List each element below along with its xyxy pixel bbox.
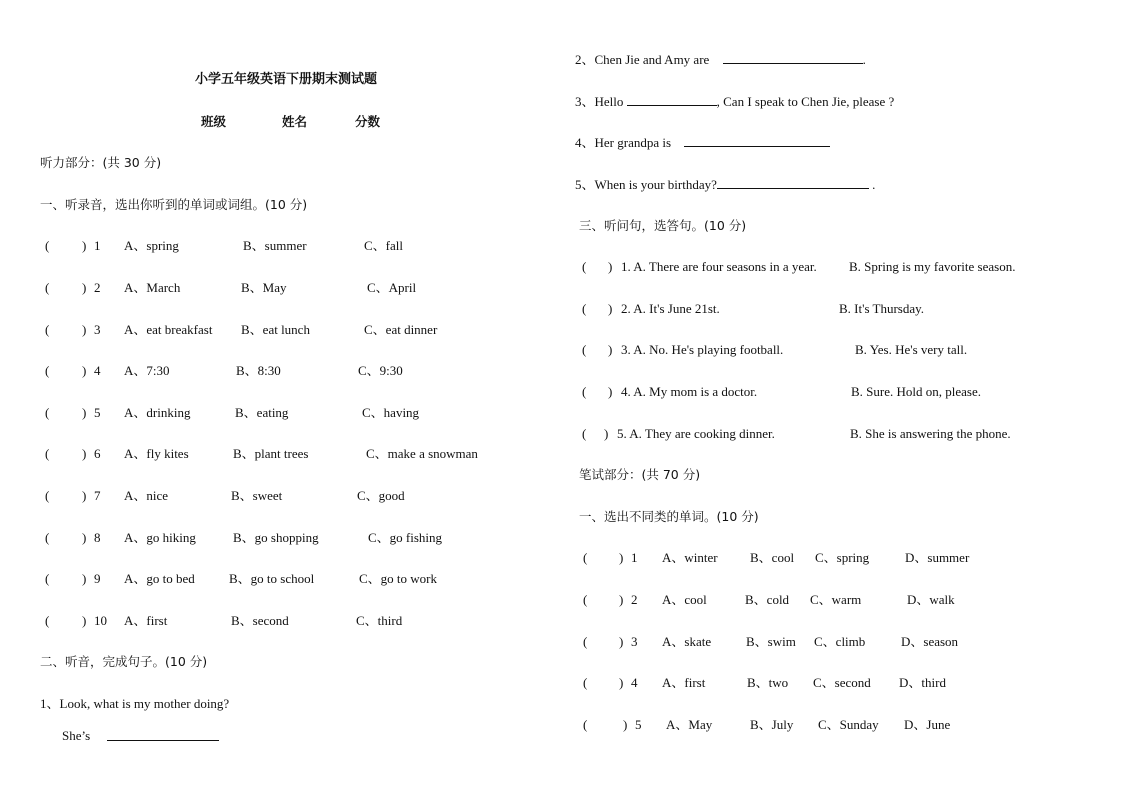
option-c: C、eat dinner: [364, 322, 438, 337]
option-a: A、go to bed: [124, 571, 195, 586]
fill-item-1-prefix: She’s: [62, 728, 91, 743]
option-b: B、eat lunch: [241, 322, 310, 337]
fill-item-1-blank[interactable]: [107, 728, 219, 745]
option-b: B. Spring is my favorite season.: [849, 259, 1016, 274]
class-field-label: 班级: [201, 114, 227, 129]
option-a: A、spring: [124, 238, 179, 253]
option-a: 3. A. No. He's playing football.: [621, 342, 784, 357]
option-a: 4. A. My mom is a doctor.: [621, 384, 758, 399]
written-part-heading: 笔试部分：(共 70 分): [579, 467, 701, 482]
answer-bracket[interactable]: (: [583, 675, 588, 690]
answer-bracket-close: ): [608, 384, 613, 399]
answer-bracket-close: ): [619, 634, 624, 649]
option-a: 2. A. It's June 21st.: [621, 301, 720, 316]
option-b: B. Sure. Hold on, please.: [851, 384, 981, 399]
answer-bracket-close: ): [608, 301, 613, 316]
fill-item-4-text: 4、Her grandpa is: [575, 135, 672, 150]
answer-bracket[interactable]: (: [45, 363, 50, 378]
option-c: C、climb: [814, 634, 866, 649]
option-c: C、spring: [815, 550, 870, 565]
answer-bracket-close: ): [82, 571, 87, 586]
option-b: B. It's Thursday.: [839, 301, 925, 316]
item-number: 1: [94, 238, 101, 253]
option-c: C、warm: [810, 592, 862, 607]
option-d: D、summer: [905, 550, 970, 565]
option-b: B、second: [231, 613, 289, 628]
option-c: C、second: [813, 675, 871, 690]
answer-bracket[interactable]: (: [582, 426, 587, 441]
option-a: A、skate: [662, 634, 712, 649]
option-c: C、go fishing: [368, 530, 443, 545]
option-b: B、cool: [750, 550, 795, 565]
answer-bracket-close: ): [82, 613, 87, 628]
fill-item-5-blank[interactable]: [717, 176, 869, 189]
item-number: 6: [94, 446, 101, 461]
item-number: 3: [94, 322, 101, 337]
answer-bracket-close: ): [619, 550, 624, 565]
option-a: A、first: [662, 675, 706, 690]
option-b: B、sweet: [231, 488, 283, 503]
item-number: 4: [94, 363, 101, 378]
written-section1-heading: 一、选出不同类的单词。(10 分): [579, 509, 759, 524]
fill-item-2-blank[interactable]: [723, 51, 863, 64]
option-a: A、first: [124, 613, 168, 628]
item-number: 10: [94, 613, 107, 628]
answer-bracket-close: ): [82, 363, 87, 378]
option-b: B、cold: [745, 592, 790, 607]
option-d: D、season: [901, 634, 959, 649]
item-number: 5: [635, 717, 642, 732]
answer-bracket[interactable]: (: [45, 571, 50, 586]
page-title: 小学五年级英语下册期末测试题: [195, 72, 378, 87]
item-number: 9: [94, 571, 101, 586]
option-a: A、winter: [662, 550, 718, 565]
option-b: B、two: [747, 675, 789, 690]
option-a: A、March: [124, 280, 181, 295]
answer-bracket[interactable]: (: [583, 634, 588, 649]
fill-item-5-suffix: .: [872, 177, 876, 192]
option-c: C、Sunday: [818, 717, 879, 732]
option-a: A、7:30: [124, 363, 170, 378]
answer-bracket[interactable]: (: [582, 259, 587, 274]
option-b: B、May: [241, 280, 287, 295]
option-a: A、May: [666, 717, 713, 732]
fill-item-5-text: 5、When is your birthday?: [575, 177, 717, 192]
answer-bracket[interactable]: (: [45, 280, 50, 295]
fill-item-2: [575, 51, 866, 68]
item-number: 8: [94, 530, 101, 545]
option-b: B、8:30: [236, 363, 281, 378]
answer-bracket-close: ): [604, 426, 609, 441]
fill-item-3-text: 3、Hello: [575, 94, 624, 109]
option-a: A、nice: [124, 488, 169, 503]
answer-bracket[interactable]: (: [45, 488, 50, 503]
option-c: C、go to work: [359, 571, 438, 586]
option-c: C、third: [356, 613, 403, 628]
option-b: B. She is answering the phone.: [850, 426, 1011, 441]
item-number: 4: [631, 675, 638, 690]
answer-bracket[interactable]: (: [45, 613, 50, 628]
answer-bracket[interactable]: (: [582, 301, 587, 316]
score-field-label: 分数: [355, 114, 381, 129]
item-number: 7: [94, 488, 101, 503]
answer-bracket-close: ): [82, 322, 87, 337]
answer-bracket-close: ): [82, 530, 87, 545]
fill-item-5: [575, 176, 875, 193]
answer-bracket-close: ): [608, 342, 613, 357]
answer-bracket-close: ): [623, 717, 628, 732]
option-b: B. Yes. He's very tall.: [855, 342, 968, 357]
option-a: A、cool: [662, 592, 707, 607]
option-b: B、July: [750, 717, 794, 732]
option-a: 5. A. They are cooking dinner.: [617, 426, 775, 441]
answer-bracket[interactable]: (: [45, 405, 50, 420]
answer-bracket[interactable]: (: [45, 446, 50, 461]
fill-item-3-blank[interactable]: [627, 93, 717, 106]
answer-bracket[interactable]: (: [45, 238, 50, 253]
name-field-label: 姓名: [282, 114, 308, 129]
option-a: A、drinking: [124, 405, 191, 420]
answer-bracket[interactable]: (: [582, 342, 587, 357]
option-a: 1. A. There are four seasons in a year.: [621, 259, 817, 274]
fill-item-3: [575, 93, 894, 110]
section2-heading: 二、听音，完成句子。(10 分): [40, 654, 208, 669]
answer-bracket[interactable]: (: [583, 550, 588, 565]
fill-item-2-suffix: .: [862, 52, 866, 67]
item-number: 5: [94, 405, 101, 420]
answer-bracket-close: ): [82, 238, 87, 253]
answer-bracket-close: ): [82, 446, 87, 461]
option-c: C、having: [362, 405, 420, 420]
answer-bracket[interactable]: (: [583, 592, 588, 607]
option-d: D、third: [899, 675, 946, 690]
fill-item-1-question: 1、Look, what is my mother doing?: [40, 696, 230, 711]
answer-bracket[interactable]: (: [582, 384, 587, 399]
answer-bracket[interactable]: (: [583, 717, 588, 732]
fill-item-4-blank[interactable]: [684, 134, 830, 147]
option-d: D、June: [904, 717, 951, 732]
answer-bracket-close: ): [82, 280, 87, 295]
option-c: C、make a snowman: [366, 446, 478, 461]
option-b: B、go shopping: [233, 530, 319, 545]
answer-bracket-close: ): [82, 405, 87, 420]
option-b: B、swim: [746, 634, 796, 649]
item-number: 3: [631, 634, 638, 649]
answer-bracket[interactable]: (: [45, 530, 50, 545]
option-a: A、eat breakfast: [124, 322, 213, 337]
answer-bracket[interactable]: (: [45, 322, 50, 337]
section3-heading: 三、听问句，选答句。(10 分): [579, 218, 747, 233]
item-number: 2: [94, 280, 101, 295]
answer-bracket-close: ): [619, 675, 624, 690]
listening-part-heading: 听力部分：(共 30 分): [40, 155, 162, 170]
option-c: C、April: [367, 280, 417, 295]
option-a: A、go hiking: [124, 530, 196, 545]
fill-item-2-text: 2、Chen Jie and Amy are: [575, 52, 710, 67]
option-b: B、go to school: [229, 571, 315, 586]
option-b: B、plant trees: [233, 446, 309, 461]
option-a: A、fly kites: [124, 446, 189, 461]
option-b: B、eating: [235, 405, 289, 420]
fill-item-3-suffix: , Can I speak to Chen Jie, please ?: [716, 94, 895, 109]
option-b: B、summer: [243, 238, 307, 253]
option-c: C、fall: [364, 238, 403, 253]
fill-item-4: [575, 134, 830, 151]
item-number: 1: [631, 550, 638, 565]
option-d: D、walk: [907, 592, 955, 607]
option-c: C、good: [357, 488, 405, 503]
section1-heading: 一、听录音，选出你听到的单词或词组。(10 分): [40, 197, 308, 212]
answer-bracket-close: ): [82, 488, 87, 503]
item-number: 2: [631, 592, 638, 607]
option-c: C、9:30: [358, 363, 403, 378]
answer-bracket-close: ): [619, 592, 624, 607]
answer-bracket-close: ): [608, 259, 613, 274]
